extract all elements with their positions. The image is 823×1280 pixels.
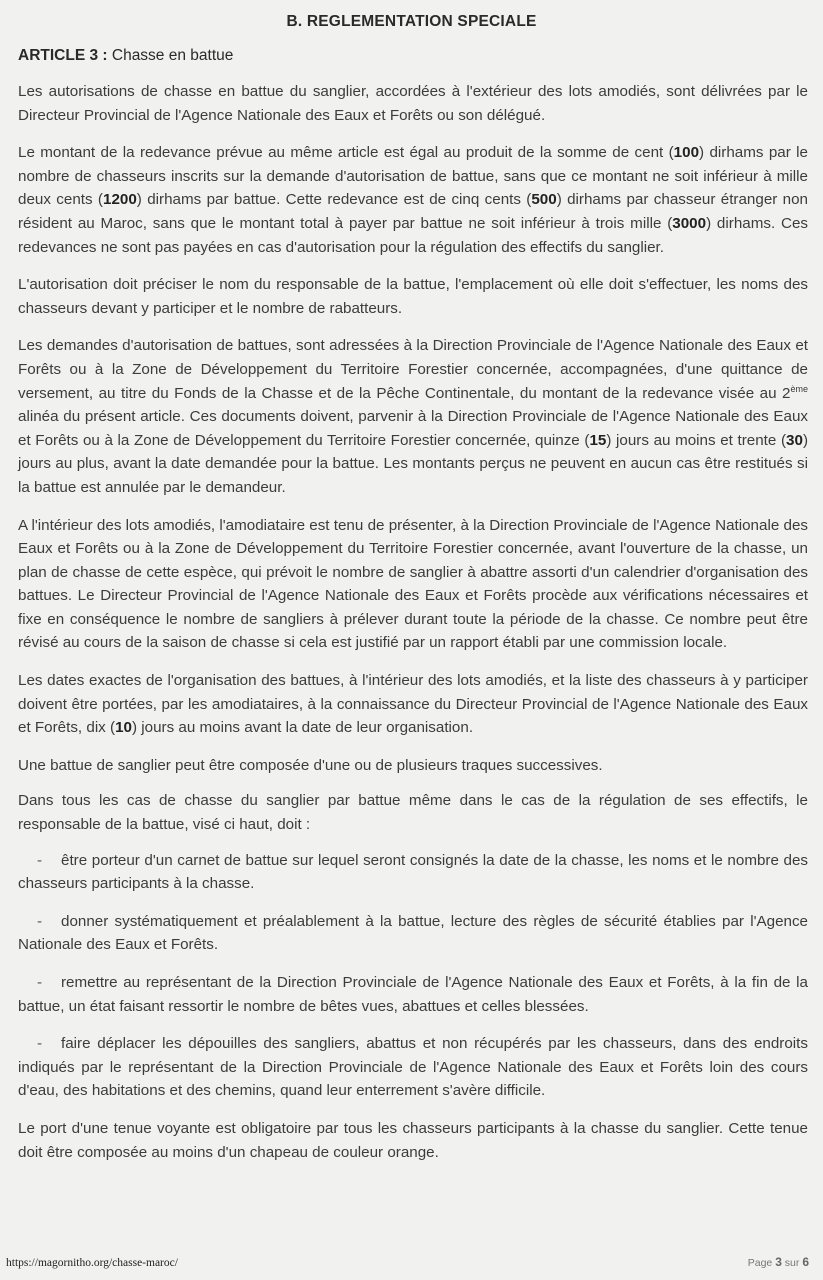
article-heading <box>18 47 233 65</box>
bullet-dash: - <box>37 851 43 869</box>
bullet-item: - remettre au représentant de la Direction Provinciale de l'Agence Nationale des Eaux et Forêts, à la fin de la battue, un état faisant ressortir le nombre de bêtes vues, abattues et celles blessées. <box>18 971 808 1018</box>
article-label: ARTICLE 3 : <box>18 47 108 64</box>
paragraph-3: L'autorisation doit préciser le nom du responsable de la battue, l'emplacement où elle doit s'effectuer, les noms des chasseurs devant y participer et le nombre de rabatteurs. <box>18 276 808 317</box>
paragraph-7: Une battue de sanglier peut être composée d'une ou de plusieurs traques successives. <box>18 756 603 774</box>
bullet-dash: - <box>37 974 43 991</box>
bullet-item: - donner systématiquement et préalablement à la battue, lecture des règles de sécurité établies par l'Agence Nationale des Eaux et Forêts. <box>18 910 808 957</box>
section-title: B. REGLEMENTATION SPECIALE <box>286 13 537 30</box>
days-10: 10 <box>115 719 132 737</box>
bullet-item: - faire déplacer les dépouilles des sangliers, abattus et non récupérés par les chasseurs, dans des endroits indiqués par le représentant de la Direction Provinciale de l'Agence Nationale des Eaux et Forêts loin des cours d'eau, des habitations et des chemins, quand leur enterrement s'avère difficile. <box>18 1032 808 1103</box>
paragraph-9: Le port d'une tenue voyante est obligatoire par tous les chasseurs participants à la chasse du sanglier. Cette tenue doit être composée au moins d'un chapeau de couleur orange. <box>18 1119 808 1161</box>
bullet-dash: - <box>37 912 43 930</box>
amount-1200: 1200 <box>103 191 137 209</box>
bullet-item: - être porteur d'un carnet de battue sur lequel seront consignés la date de la chasse, les noms et le nombre des chasseurs participants à la chasse. <box>18 849 808 896</box>
amount-100: 100 <box>673 144 700 162</box>
paragraph-1: Les autorisations de chasse en battue du sanglier, accordées à l'extérieur des lots amodiés, sont délivrées par le Directeur Provincial de l'Agence Nationale des Eaux et Forêts ou son délégué. <box>18 83 808 124</box>
paragraph-6: Les dates exactes de l'organisation des battues, à l'intérieur des lots amodiés, et la liste des chasseurs à y participer doivent être portées, par les amodiataires, à la connaissance du Directeur Provincial de l'Agence Nationale des Eaux et Forêts, dix (10) jours au moins avant la date de leur organisation. <box>18 672 808 737</box>
ordinal-superscript: ème <box>790 383 808 394</box>
article-body <box>18 80 808 1178</box>
bullet-dash: - <box>37 1035 43 1053</box>
paragraph-5: A l'intérieur des lots amodiés, l'amodiataire est tenu de présenter, à la Direction Provinciale de l'Agence Nationale des Eaux et Forêts ou à la Zone de Développement du Territoire Forestier concernée, avant l'ouverture de la chasse, un plan de chasse de cette espèce, qui prévoit le nombre de sanglier à abattre assorti d'un calendrier d'organisation des battues. Le Directeur Provincial de l'Agence Nationale des Eaux et Forêts procède aux vérifications nécessaires et fixe en conséquence le nombre de sangliers à prélever durant toute la période de la chasse. Ce nombre peut être révisé au cours de la saison de chasse si cela est justifié par un rapport établi par une commission locale. <box>18 516 808 652</box>
page-number: Page 3 sur 6 <box>747 1255 809 1269</box>
footer-url-link[interactable]: https://magornitho.org/chasse-maroc/ <box>6 1257 178 1269</box>
days-30: 30 <box>786 431 803 449</box>
amount-3000: 3000 <box>672 214 707 232</box>
paragraph-8: Dans tous les cas de chasse du sanglier par battue même dans le cas de la régulation de ses effectifs, le responsable de la battue, visé ci haut, doit : <box>18 792 808 834</box>
article-subject: Chasse en battue <box>111 47 234 64</box>
paragraph-4: Les demandes d'autorisation de battues, sont adressées à la Direction Provinciale de l'Agence Nationale des Eaux et Forêts ou à la Zone de Développement du Territoire Forestier concernée, accompagnées, d'une quittance de versement, au titre du Fonds de la Chasse et de la Pêche Continentale, du montant de la redevance visée au 2ème alinéa du présent article. Ces documents doivent, parvenir à la Direction Provinciale de l'Agence Nationale des Eaux et Forêts ou à la Zone de Développement du Territoire Forestier concernée, quinze (15) jours au moins et trente (30) jours au plus, avant la date demandée pour la battue. Les montants perçus ne peuvent en aucun cas être restitués si la battue est annulée par le demandeur. <box>18 337 808 496</box>
amount-500: 500 <box>531 191 557 209</box>
days-15: 15 <box>589 431 607 449</box>
paragraph-2: Le montant de la redevance prévue au même article est égal au produit de la somme de cent (100) dirhams par le nombre de chasseurs inscrits sur la demande d'autorisation de battue, sans que ce montant ne soit inférieur à mille deux cents (1200) dirhams par battue. Cette redevance est de cinq cents (500) dirhams par chasseur étranger non résident au Maroc, sans que le montant total à payer par battue ne soit inférieur à trois mille (3000) dirhams. Ces redevances ne sont pas payées en cas d'autorisation pour la régulation des effectifs du sanglier. <box>18 144 809 256</box>
